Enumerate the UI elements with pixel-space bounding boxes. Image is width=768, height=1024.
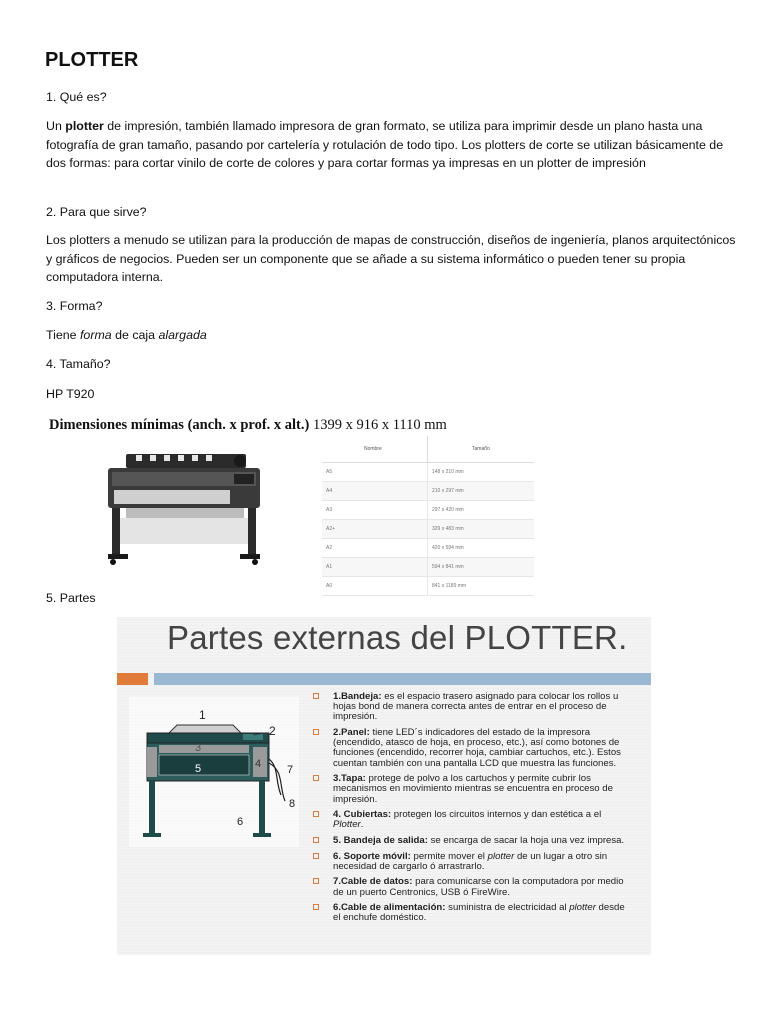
column-header: Nombre [322,436,428,463]
diagram-label: 7 [287,764,294,776]
plotter-parts-diagram [129,697,299,847]
part-tail: desde el enchufe doméstico. [333,902,625,924]
page-title: PLOTTER [45,49,139,71]
part-italic: plotter [569,902,596,914]
slide-title: Partes externas del PLOTTER. [167,619,628,656]
table-header-row [322,436,534,463]
orange-accent-bar [117,673,148,685]
diagram-label: 4 [255,758,262,770]
size-value: 210 x 297 mm [428,482,535,501]
square-bullet-icon [313,878,319,884]
size-name: A4 [322,482,428,501]
part-description: protege de polvo a los cartuchos y permite cubrir los mecanismos en movimiento mientras se encuentra en proceso de impresión. [333,773,613,805]
answer-1-text: de impresión, también llamado impresora de gran formato, se utiliza para imprimir desde un plano hasta una fotografía de gran tamaño, pasando por cartelería y rotulación de todo tipo. Los plotters de corte se utilizan básicamente de dos formas: para cortar vinilo de corte de colores y para cortar formas ya impresas en un plotter de impresión [46,119,724,170]
square-bullet-icon [313,811,319,817]
table-row [322,520,534,539]
answer-3 [46,326,736,345]
table-row [322,501,534,520]
part-tail: de un lugar a otro sin necesidad de cargarlo ó arrastrarlo. [333,850,608,872]
answer-3-d: alargada [158,328,207,342]
list-item [310,903,626,923]
diagram-label: 2 [269,724,276,738]
size-value: 594 x 841 mm [428,558,535,577]
square-bullet-icon [313,853,319,859]
model-name: HP T920 [46,387,95,401]
part-name: 6. Soporte móvil: [333,850,411,862]
parts-list [310,692,626,929]
answer-2: Los plotters a menudo se utilizan para la producción de mapas de construcción, diseños de ingeniería, planos arquitectónicos y gráficos de negocios. Pueden ser un componente que se añade a su sistema informático o pueden tener su propia computadora interna. [46,233,736,284]
list-item [310,852,626,872]
part-name: 3.Tapa: [333,773,366,785]
part-name: 6.Cable de alimentación: [333,902,446,914]
dimensions-value: 1399 x 916 x 1110 mm [309,417,447,433]
size-value: 420 x 594 mm [428,539,535,558]
answer-3-a: Tiene [46,328,80,342]
part-name: 1.Bandeja: [333,691,382,702]
table-row [322,463,534,482]
answer-1 [46,117,736,173]
list-item [310,836,626,846]
diagram-label: 6 [237,816,244,828]
parts-slide [117,617,651,955]
question-3: 3. Forma? [46,299,103,313]
part-tail: . [360,819,364,831]
table-row [322,482,534,501]
part-name: 7.Cable de datos: [333,876,413,888]
diagram-label: 8 [289,798,296,810]
part-description: protegen los circuitos internos y dan estética a el [391,809,602,821]
answer-3-c: de caja [111,328,159,342]
part-italic: Plotter [333,819,361,831]
diagram-label: 5 [195,763,202,775]
question-4: 4. Tamaño? [46,357,111,371]
square-bullet-icon [313,837,319,843]
size-name: A2+ [322,520,428,539]
square-bullet-icon [313,904,319,910]
part-description: suministra de electricidad al [445,902,570,914]
size-value: 841 x 1189 mm [428,577,535,596]
part-description: tiene LED´s indicadores del estado de la impresora (encendido, atasco de hoja, en proceso, etc.), así como botones de funciones (encendido, recorrer hoja, cambiar cartuchos, etc.). Estos cuentan también con una pantalla LCD que muestra las funciones. [333,727,621,769]
size-name: A1 [322,558,428,577]
answer-1-term: plotter [65,119,104,133]
part-name: 2.Panel: [333,727,370,738]
square-bullet-icon [313,775,319,781]
table-row [322,558,534,577]
paper-size-table [322,436,534,596]
size-name: A3 [322,501,428,520]
dimensions-label: Dimensiones mínimas (anch. x prof. x alt.) [49,417,310,433]
size-name: A5 [322,463,428,482]
question-2: 2. Para que sirve? [46,205,147,219]
table-row [322,539,534,558]
part-description: se encarga de sacar la hoja una vez impresa. [427,835,625,846]
part-description: permite mover el [410,850,488,862]
answer-3-b: forma [79,328,112,342]
answer-1-lead: Un [46,119,66,133]
square-bullet-icon [313,729,319,735]
size-name: A2 [322,539,428,558]
list-item [310,728,626,769]
part-name: 5. Bandeja de salida: [333,835,428,846]
question-1: 1. Qué es? [46,90,107,104]
part-description: para comunicarse con la computadora por medio de un puerto Centronics, USB ó FireWire. [333,876,624,898]
size-value: 297 x 420 mm [428,501,535,520]
dimensions-line [49,416,739,435]
part-description: es el espacio trasero asignado para colocar los rollos u hojas bond de manera correcta antes de entrar en el proceso de impresión. [333,691,619,723]
square-bullet-icon [313,693,319,699]
part-italic: plotter [487,850,515,862]
plotter-photo [104,450,264,570]
question-5: 5. Partes [46,591,96,605]
size-value: 329 x 483 mm [428,520,535,539]
size-value: 148 x 210 mm [428,463,535,482]
list-item [310,774,626,805]
list-item [310,692,626,723]
list-item [310,877,626,897]
diagram-label: 3 [195,742,202,754]
blue-accent-bar [154,673,651,685]
diagram-label: 1 [199,708,206,722]
part-name: 4. Cubiertas: [333,809,392,821]
size-name: A0 [322,577,428,596]
column-header: Tamaño [428,436,535,463]
list-item [310,810,626,830]
